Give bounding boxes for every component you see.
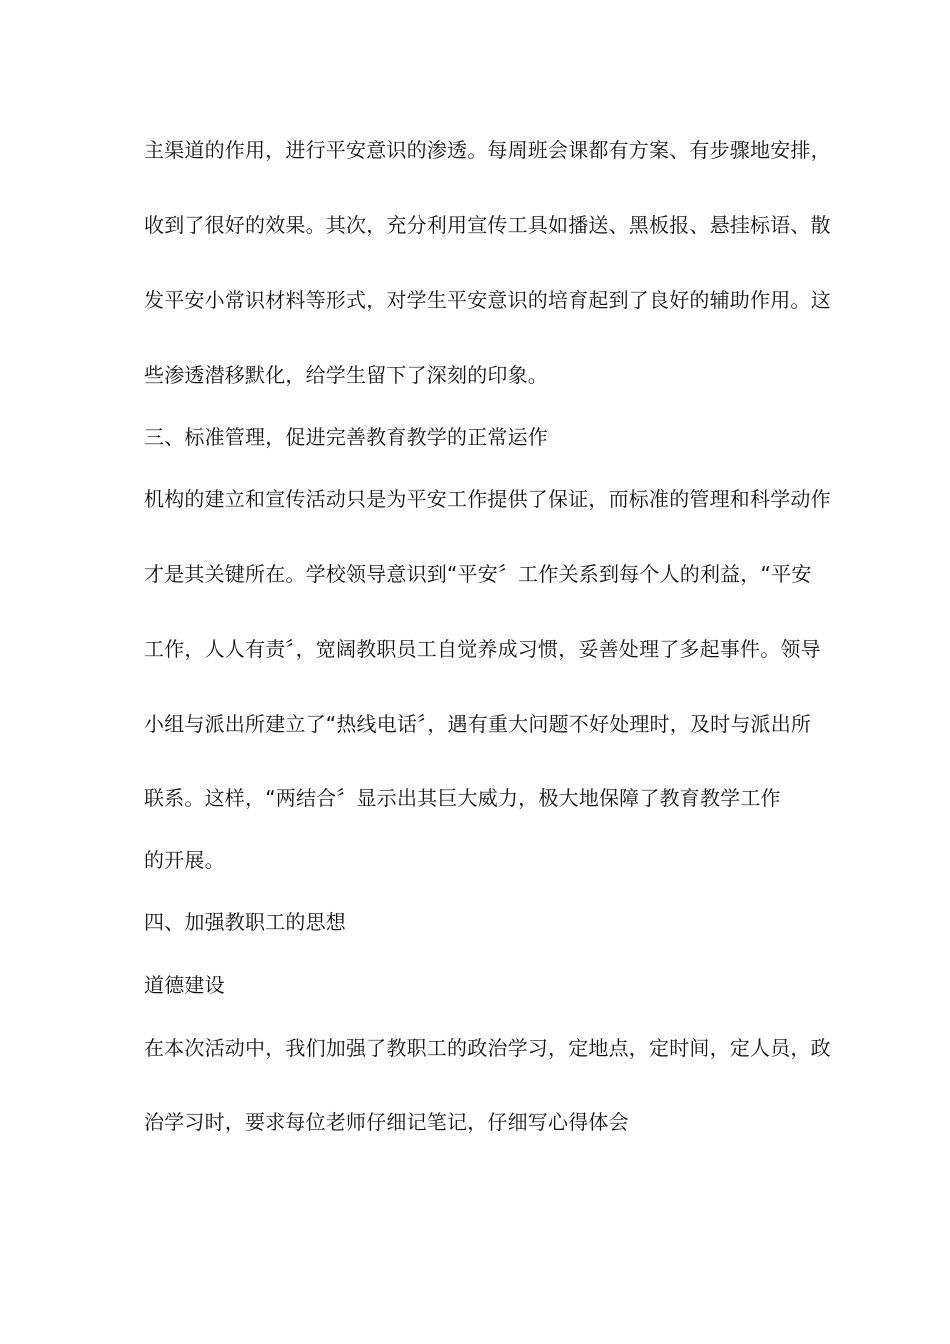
- body-text-line: 些渗透潜移默化，给学生留下了深刻的印象。: [144, 363, 548, 387]
- body-text-line: 收到了很好的效果。其次，充分利用宣传工具如播送、黑板报、悬挂标语、散: [144, 213, 831, 237]
- body-text-line: 联系。这样，“两结合〞显示出其巨大威力，极大地保障了教育教学工作: [144, 786, 781, 810]
- body-text-line: 治学习时，要求每位老师仔细记笔记，仔细写心得体会: [144, 1110, 629, 1134]
- body-text-line: 主渠道的作用，进行平安意识的渗透。每周班会课都有方案、有步骤地安排，: [144, 138, 831, 162]
- body-text-line: 工作，人人有责〞，宽阔教职员工自觉养成习惯，妥善处理了多起事件。领导: [144, 637, 821, 661]
- body-text-line: 小组与派出所建立了“热线电话〞，遇有重大问题不好处理时，及时与派出所: [144, 712, 812, 736]
- section-heading: 四、加强教职工的思想: [144, 910, 346, 934]
- section-heading-continued: 道德建设: [144, 973, 225, 997]
- body-text-line: 才是其关键所在。学校领导意识到“平安〞工作关系到每个人的利益，“平安: [144, 562, 812, 586]
- body-text-line: 的开展。: [144, 848, 225, 872]
- body-text-line: 发平安小常识材料等形式，对学生平安意识的培育起到了良好的辅助作用。这: [144, 288, 831, 312]
- section-heading: 三、标准管理，促进完善教育教学的正常运作: [144, 425, 548, 449]
- body-text-line: 在本次活动中，我们加强了教职工的政治学习，定地点，定时间，定人员，政: [144, 1036, 831, 1060]
- body-text-line: 机构的建立和宣传活动只是为平安工作提供了保证，而标准的管理和科学动作: [144, 487, 831, 511]
